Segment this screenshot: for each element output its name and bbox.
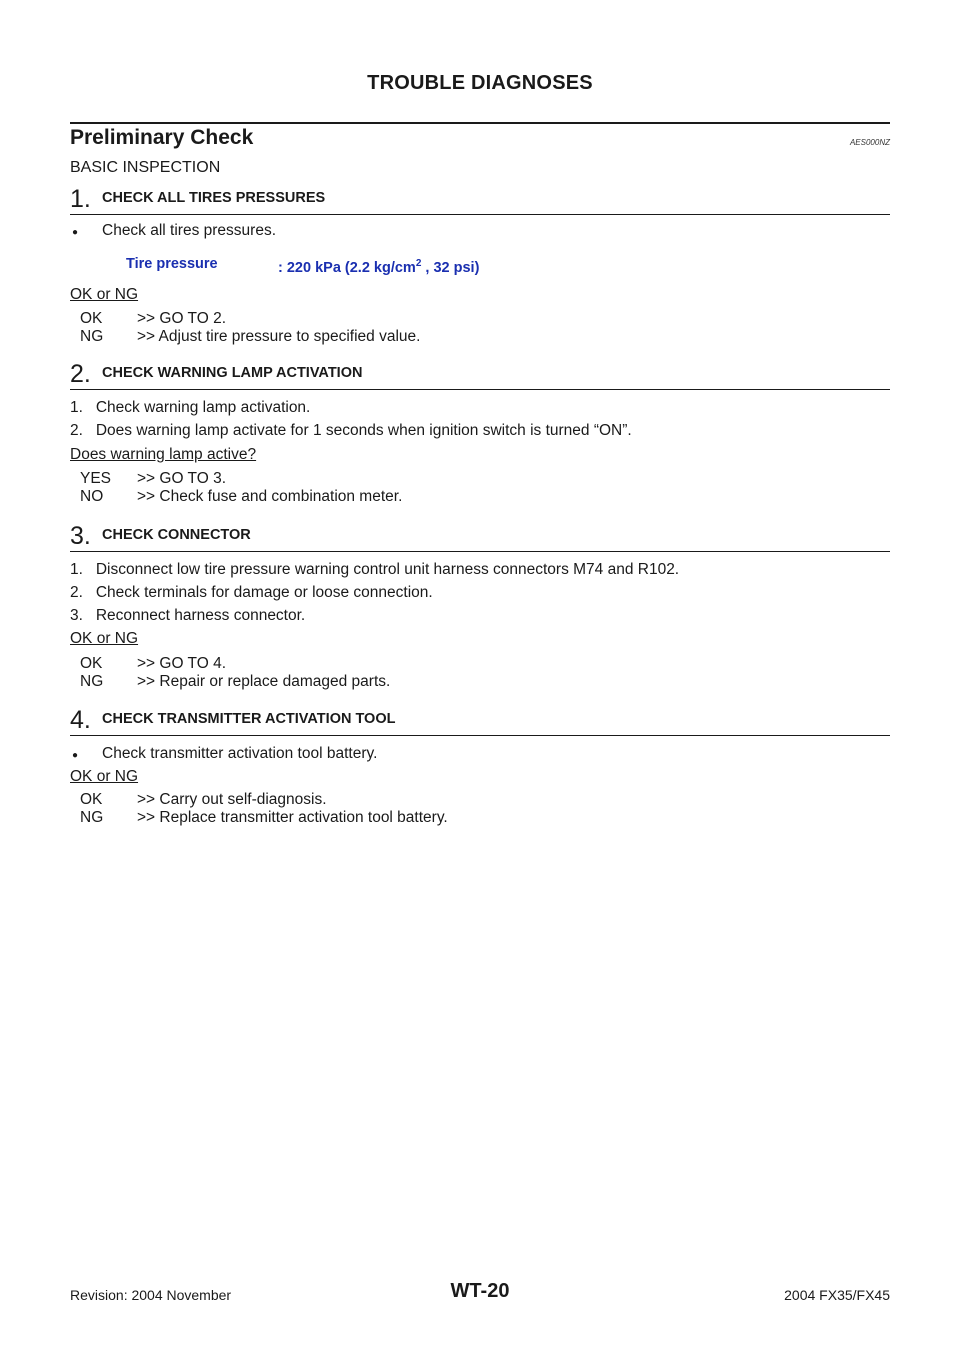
result-text: >> Adjust tire pressure to specified value. bbox=[137, 328, 421, 345]
result-label: OK bbox=[80, 310, 103, 327]
section-title: Preliminary Check bbox=[70, 126, 254, 149]
step-2-header bbox=[70, 359, 890, 390]
result-label: NO bbox=[80, 488, 104, 505]
page-header-title: TROUBLE DIAGNOSES bbox=[367, 72, 593, 94]
result-text: >> Repair or replace damaged parts. bbox=[137, 673, 391, 690]
step-number: 1. bbox=[70, 185, 91, 213]
result-text: >> Replace transmitter activation tool battery. bbox=[137, 809, 448, 826]
bullet-icon: ● bbox=[72, 750, 79, 761]
result-text: >> Check fuse and combination meter. bbox=[137, 488, 403, 505]
step-4-header bbox=[70, 705, 890, 736]
result-text: >> Carry out self-diagnosis. bbox=[137, 791, 327, 808]
step-title: CHECK WARNING LAMP ACTIVATION bbox=[102, 365, 363, 381]
step-3-header bbox=[70, 521, 890, 552]
result-label: NG bbox=[80, 809, 104, 826]
step-4-bullet-text: Check transmitter activation tool battery. bbox=[102, 745, 378, 762]
result-question: OK or NG bbox=[70, 768, 139, 785]
step-title: CHECK ALL TIRES PRESSURES bbox=[102, 190, 326, 206]
step-1-header bbox=[70, 184, 890, 215]
step-3-item: 3. Reconnect harness connector. bbox=[70, 607, 306, 624]
step-title: CHECK TRANSMITTER ACTIVATION TOOL bbox=[102, 711, 396, 727]
footer-model: 2004 FX35/FX45 bbox=[784, 1287, 890, 1303]
bullet-icon: ● bbox=[72, 227, 79, 238]
spec-value: : 220 kPa (2.2 $kg/cm^2$ , 32 psi) bbox=[278, 258, 480, 276]
result-label: NG bbox=[80, 328, 104, 345]
result-text: >> GO TO 2. bbox=[137, 310, 227, 327]
result-label: OK bbox=[80, 655, 103, 672]
section-subheading: BASIC INSPECTION bbox=[70, 159, 221, 176]
step-number: 2. bbox=[70, 360, 91, 388]
section-code: AES000NZ bbox=[849, 138, 890, 147]
step-number: 3. bbox=[70, 522, 91, 550]
result-label: NG bbox=[80, 673, 104, 690]
header-rule bbox=[70, 122, 890, 124]
result-text: >> GO TO 3. bbox=[137, 470, 227, 487]
step-3-item: 2. Check terminals for damage or loose connection. bbox=[70, 584, 433, 601]
result-question: OK or NG bbox=[70, 630, 139, 647]
step-2-item: 2. Does warning lamp activate for 1 seconds when ignition switch is turned “ON”. bbox=[70, 422, 632, 439]
footer-page-number: WT-20 bbox=[450, 1280, 510, 1302]
result-label: OK bbox=[80, 791, 103, 808]
step-title: CHECK CONNECTOR bbox=[102, 527, 251, 543]
result-question: Does warning lamp active? bbox=[70, 446, 257, 463]
step-2-item: 1. Check warning lamp activation. bbox=[70, 399, 311, 416]
footer-revision: Revision: 2004 November bbox=[70, 1287, 232, 1303]
result-text: >> GO TO 4. bbox=[137, 655, 227, 672]
result-label: YES bbox=[80, 470, 112, 487]
step-1-bullet-text: Check all tires pressures. bbox=[102, 222, 277, 239]
result-question: OK or NG bbox=[70, 286, 139, 303]
step-number: 4. bbox=[70, 706, 91, 734]
spec-label: Tire pressure bbox=[126, 256, 218, 272]
step-3-item: 1. Disconnect low tire pressure warning control unit harness connectors M74 and R102. bbox=[70, 561, 680, 578]
